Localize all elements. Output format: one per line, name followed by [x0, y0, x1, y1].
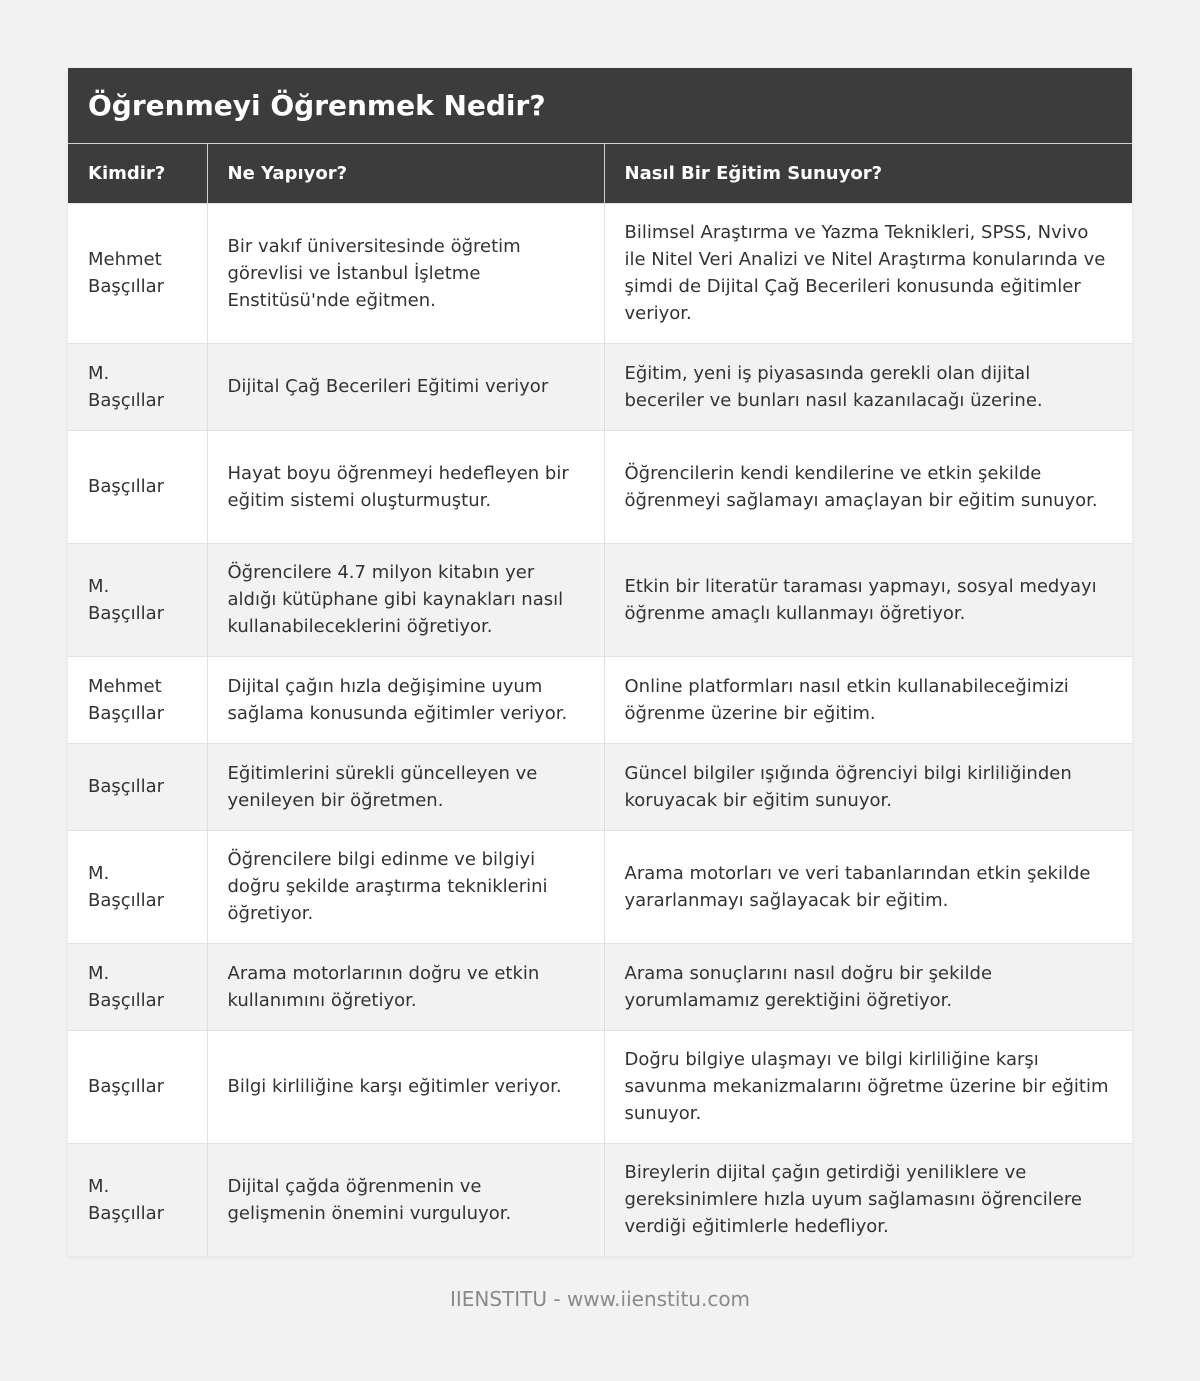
cell-who: M. Başçıllar	[68, 943, 207, 1030]
cell-how: Bilimsel Araştırma ve Yazma Teknikleri, SPSS, Nvivo ile Nitel Veri Analizi ve Nitel Araştırma konularında ve şimdi de Dijital Çağ Becerileri konusunda eğitimler veriyor.	[604, 203, 1132, 343]
cell-what: Eğitimlerini sürekli güncelleyen ve yenileyen bir öğretmen.	[207, 743, 604, 830]
cell-who: M. Başçıllar	[68, 830, 207, 943]
info-table	[68, 144, 1132, 1256]
cell-what: Hayat boyu öğrenmeyi hedefleyen bir eğitim sistemi oluşturmuştur.	[207, 430, 604, 543]
table-row	[68, 430, 1132, 543]
cell-what: Öğrencilere bilgi edinme ve bilgiyi doğru şekilde araştırma tekniklerini öğretiyor.	[207, 830, 604, 943]
cell-what: Arama motorlarının doğru ve etkin kullanımını öğretiyor.	[207, 943, 604, 1030]
cell-who: Başçıllar	[68, 1030, 207, 1143]
table-row	[68, 203, 1132, 343]
cell-how: Öğrencilerin kendi kendilerine ve etkin şekilde öğrenmeyi sağlamayı amaçlayan bir eğitim sunuyor.	[604, 430, 1132, 543]
table-row	[68, 1030, 1132, 1143]
cell-who: M. Başçıllar	[68, 1143, 207, 1256]
column-header-what: Ne Yapıyor?	[207, 144, 604, 203]
table-row	[68, 743, 1132, 830]
table-title: Öğrenmeyi Öğrenmek Nedir?	[68, 68, 1132, 144]
cell-what: Bir vakıf üniversitesinde öğretim görevlisi ve İstanbul İşletme Enstitüsü'nde eğitmen.	[207, 203, 604, 343]
cell-how: Eğitim, yeni iş piyasasında gerekli olan dijital beceriler ve bunları nasıl kazanılacağı üzerine.	[604, 343, 1132, 430]
footer-credit: IIENSTITU - www.iienstitu.com	[449, 1287, 751, 1311]
cell-who: M. Başçıllar	[68, 543, 207, 656]
cell-how: Bireylerin dijital çağın getirdiği yeniliklere ve gereksinimlere hızla uyum sağlamasını öğrencilere verdiği eğitimlerle hedefliyor.	[604, 1143, 1132, 1256]
cell-what: Dijital çağda öğrenmenin ve gelişmenin önemini vurguluyor.	[207, 1143, 604, 1256]
table-row	[68, 1143, 1132, 1256]
cell-how: Online platformları nasıl etkin kullanabileceğimizi öğrenme üzerine bir eğitim.	[604, 656, 1132, 743]
table-row	[68, 830, 1132, 943]
cell-how: Arama sonuçlarını nasıl doğru bir şekilde yorumlamamız gerektiğini öğretiyor.	[604, 943, 1132, 1030]
header-row	[68, 144, 1132, 203]
cell-who: Mehmet Başçıllar	[68, 203, 207, 343]
table-row	[68, 943, 1132, 1030]
cell-how: Doğru bilgiye ulaşmayı ve bilgi kirliliğine karşı savunma mekanizmalarını öğretme üzerine bir eğitim sunuyor.	[604, 1030, 1132, 1143]
column-header-how: Nasıl Bir Eğitim Sunuyor?	[604, 144, 1132, 203]
table-row	[68, 656, 1132, 743]
table-row	[68, 543, 1132, 656]
cell-what: Dijital çağın hızla değişimine uyum sağlama konusunda eğitimler veriyor.	[207, 656, 604, 743]
cell-who: M. Başçıllar	[68, 343, 207, 430]
cell-who: Mehmet Başçıllar	[68, 656, 207, 743]
cell-how: Etkin bir literatür taraması yapmayı, sosyal medyayı öğrenme amaçlı kullanmayı öğretiyor.	[604, 543, 1132, 656]
table-row	[68, 343, 1132, 430]
cell-what: Bilgi kirliliğine karşı eğitimler veriyor.	[207, 1030, 604, 1143]
cell-how: Arama motorları ve veri tabanlarından etkin şekilde yararlanmayı sağlayacak bir eğitim.	[604, 830, 1132, 943]
cell-what: Dijital Çağ Becerileri Eğitimi veriyor	[207, 343, 604, 430]
table-card	[68, 68, 1132, 1256]
cell-what: Öğrencilere 4.7 milyon kitabın yer aldığı kütüphane gibi kaynakları nasıl kullanabileceklerini öğretiyor.	[207, 543, 604, 656]
cell-how: Güncel bilgiler ışığında öğrenciyi bilgi kirliliğinden koruyacak bir eğitim sunuyor.	[604, 743, 1132, 830]
cell-who: Başçıllar	[68, 743, 207, 830]
cell-who: Başçıllar	[68, 430, 207, 543]
column-header-who: Kimdir?	[68, 144, 207, 203]
